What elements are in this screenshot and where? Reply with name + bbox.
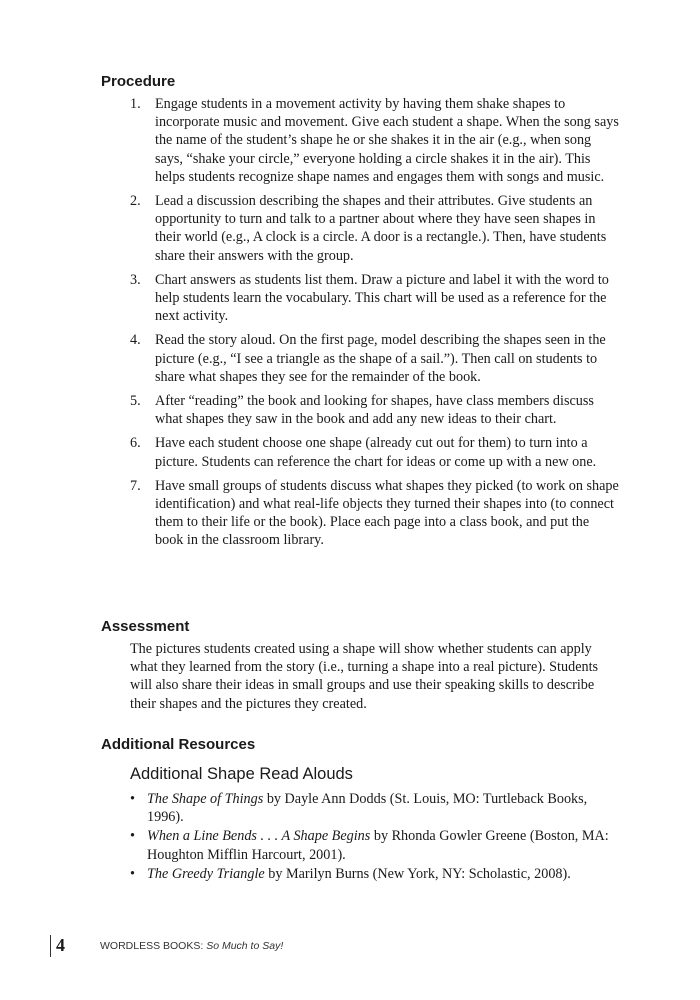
resources-list <box>130 790 620 884</box>
resource-item <box>130 790 620 826</box>
resource-details: by Dayle Ann Dodds (St. Louis, MO: Turtleback Books, 1996). <box>147 791 588 826</box>
step-text: Engage students in a movement activity by having them shake shapes to incorporate music and movement. Give each student a shape. When the song says the name of the student’s shape he or she shakes it in the air (e.g., when song says, “shake your circle,” everyone holding a circle shakes it in the air). This helps students recognize shape names and engages them with songs and music. <box>155 96 619 185</box>
bullet-icon: • <box>130 791 135 807</box>
procedure-step: 3. Chart answers as students list them. Draw a picture and label it with the word to help students learn the vocabulary. This chart will be used as a reference for the next activity. <box>130 271 609 325</box>
book-subtitle: So Much to Say! <box>206 940 284 952</box>
step-text: After “reading” the book and looking for shapes, have class members discuss what shapes they saw in the book and add any new ideas to their chart. <box>155 393 594 428</box>
resource-details: by Rhonda Gowler Greene (Boston, MA: Houghton Mifflin Harcourt, 2001). <box>147 828 609 863</box>
bullet-icon: • <box>130 865 135 882</box>
step-text: Lead a discussion describing the shapes and their attributes. Give students an opportunity to turn and talk to a partner about where they have seen shapes in their world (e.g., A clock is a circle. A door is a rectangle.). Then, have students share their answers with the group. <box>155 193 607 264</box>
procedure-step: 2. Lead a discussion describing the shapes and their attributes. Give students an opportunity to turn and talk to a partner about where they have seen shapes in their world (e.g., A clock is a circle. A door is a rectangle.). Then, have students share their answers with the group. <box>130 193 607 264</box>
resource-title: The Greedy Triangle <box>147 865 265 882</box>
resource-item <box>130 865 620 883</box>
assessment-text: The pictures students created using a shape will show whether students can apply what they learned from the story (i.e., turning a shape into a real picture). Students will also share their ideas in small groups and use their speaking skills to describe their shapes and the pictures they created. <box>130 641 599 712</box>
resource-title: When a Line Bends . . . A Shape Begins <box>147 828 371 845</box>
step-text: Have small groups of students discuss what shapes they picked (to work on shape identification) and what real-life objects they turned their shapes into (to connect them to their life or the book). Place each page into a class book, and put the book in the classroom library. <box>155 477 619 549</box>
procedure-step: 7. Have small groups of students discuss what shapes they picked (to work on shape identification) and what real-life objects they turned their shapes into (to connect them to their life or the book). Place each page into a class book, and put the book in the classroom library. <box>130 477 619 549</box>
resource-title: The Shape of Things <box>147 791 264 807</box>
assessment-heading: Assessment <box>101 618 190 635</box>
book-title: WORDLESS BOOKS: <box>100 940 207 952</box>
procedure-step: 5. After “reading” the book and looking for shapes, have class members discuss what shapes they saw in the book and add any new ideas to their chart. <box>130 393 594 428</box>
step-text: Have each student choose one shape (already cut out for them) to turn into a picture. Students can reference the chart for ideas or come up with a new one. <box>155 435 597 470</box>
read-alouds-subheading: Additional Shape Read Alouds <box>130 765 353 783</box>
step-text: Read the story aloud. On the first page, model describing the shapes seen in the picture (e.g., “I see a triangle as the shape of a sail.”). Then call on students to share what shapes they see for the remainder of the book. <box>155 332 606 385</box>
resource-details: by Marilyn Burns (New York, NY: Scholastic, 2008). <box>264 865 571 882</box>
page-number: 4 <box>56 935 65 955</box>
procedure-step: 1. Engage students in a movement activity by having them shake shapes to incorporate music and movement. Give each student a shape. When the song says the name of the student’s shape he or she shakes it in the air (e.g., when song says, “shake your circle,” everyone holding a circle shakes it in the air). This helps students recognize shape names and engages them with songs and music. <box>130 96 619 185</box>
running-footer <box>100 940 283 952</box>
step-text: Chart answers as students list them. Draw a picture and label it with the word to help students learn the vocabulary. This chart will be used as a reference for the next activity. <box>155 271 609 325</box>
procedure-steps <box>130 95 620 556</box>
resource-item <box>130 827 620 863</box>
resources-heading: Additional Resources <box>101 736 256 753</box>
footer-divider <box>50 935 51 957</box>
procedure-step: 4. Read the story aloud. On the first page, model describing the shapes seen in the picture (e.g., “I see a triangle as the shape of a sail.”). Then call on students to share what shapes they see for the remainder of the book. <box>130 332 606 385</box>
procedure-step: 6. Have each student choose one shape (already cut out for them) to turn into a picture. Students can reference the chart for ideas or come up with a new one. <box>130 435 597 470</box>
bullet-icon: • <box>130 828 135 845</box>
procedure-heading: Procedure <box>101 73 176 90</box>
